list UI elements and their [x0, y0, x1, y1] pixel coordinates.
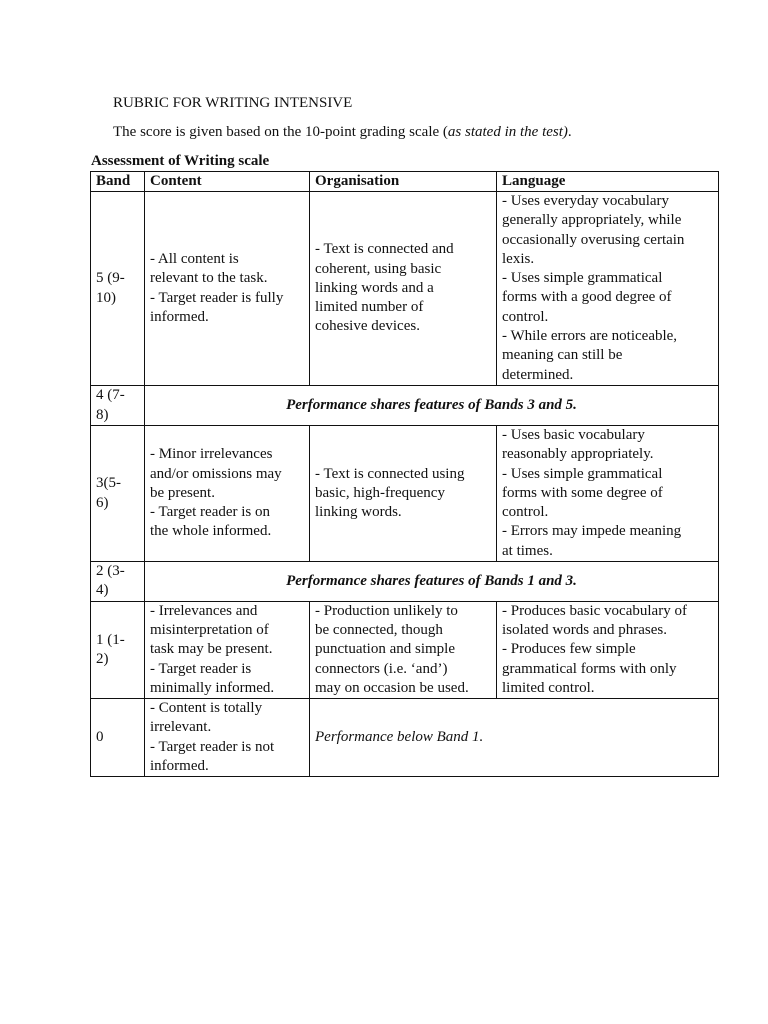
cell-text-line: - Target reader is on	[150, 504, 271, 521]
table-row-band-4	[91, 386, 719, 426]
band-label-line: 5 (9-	[96, 270, 125, 287]
cell-text-line: - Minor irrelevances	[150, 446, 273, 463]
cell-text-line: generally appropriately, while	[502, 212, 682, 229]
shared-features-cell: Performance shares features of Bands 1 and 3.	[145, 562, 719, 602]
cell-text-line: may on occasion be used.	[315, 679, 469, 696]
cell-text-line: linking words.	[315, 504, 402, 521]
intro-text: The score is given based on the 10-point grading scale (	[113, 124, 448, 140]
band-label-line: 0	[96, 729, 104, 746]
cell-text-line: grammatical forms with only	[502, 660, 677, 677]
cell-text-line: - Uses everyday vocabulary	[502, 193, 670, 209]
band-label-line: 2)	[96, 650, 109, 667]
band-cell	[91, 562, 145, 602]
cell-text-line: linking words and a	[315, 279, 434, 296]
band-label-line: 2 (3-	[96, 563, 125, 580]
cell-text-line: - Produces basic vocabulary of	[502, 602, 687, 619]
organisation-cell	[310, 192, 497, 386]
cell-text-line: determined.	[502, 366, 574, 383]
band-cell	[91, 699, 145, 777]
cell-text-line: coherent, using basic	[315, 260, 442, 277]
cell-text-line: cohesive devices.	[315, 318, 420, 335]
cell-text-line: forms with some degree of	[502, 484, 663, 501]
cell-text-line: - Target reader is not	[150, 738, 275, 755]
table-caption: Assessment of Writing scale	[91, 153, 270, 169]
band-cell	[91, 386, 145, 426]
cell-text-line: punctuation and simple	[315, 641, 455, 658]
band-label-line: 1 (1-	[96, 631, 125, 648]
band-cell	[91, 601, 145, 698]
rubric-table	[90, 171, 719, 777]
table-header-row	[91, 172, 719, 192]
cell-text-line: minimally informed.	[150, 679, 275, 696]
cell-text-line: - All content is	[150, 250, 239, 267]
cell-text-line: - Text is connected and	[315, 241, 454, 258]
cell-text-line: - Irrelevances and	[150, 602, 258, 619]
cell-text-line: - Uses simple grammatical	[502, 270, 663, 287]
intro-end: .	[567, 124, 572, 140]
band-cell	[91, 192, 145, 386]
header-language: Language	[497, 172, 719, 192]
intro-paragraph	[113, 123, 572, 141]
table-row-band-1	[91, 601, 719, 698]
cell-text-line: - Errors may impede meaning	[502, 523, 682, 540]
content-cell	[145, 601, 310, 698]
shared-features-cell: Performance shares features of Bands 3 and 5.	[145, 386, 719, 426]
band-label-line: 8)	[96, 406, 109, 423]
header-organisation: Organisation	[310, 172, 497, 192]
cell-text-line: isolated words and phrases.	[502, 621, 667, 638]
cell-text-line: - Production unlikely to	[315, 602, 458, 619]
cell-text-line: lexis.	[502, 250, 535, 267]
cell-text-line: - Target reader is fully	[150, 289, 284, 306]
band-label-line: 4)	[96, 582, 109, 599]
cell-text-line: be present.	[150, 484, 215, 501]
band-label-line: 6)	[96, 494, 109, 511]
band-label-line: 10)	[96, 289, 116, 306]
table-row-band-5	[91, 192, 719, 386]
cell-text-line: - While errors are noticeable,	[502, 328, 678, 345]
cell-text-line: reasonably appropriately.	[502, 446, 654, 463]
table-row-band-2	[91, 562, 719, 602]
cell-text-line: informed.	[150, 758, 209, 775]
cell-text-line: - Produces few simple	[502, 641, 636, 658]
cell-text-line: informed.	[150, 308, 209, 325]
cell-text-line: meaning can still be	[502, 347, 623, 364]
document-heading: RUBRIC FOR WRITING INTENSIVE	[113, 95, 353, 111]
table-row-band-0	[91, 699, 719, 777]
cell-text-line: - Uses basic vocabulary	[502, 427, 645, 443]
content-cell	[145, 192, 310, 386]
performance-below-cell: Performance below Band 1.	[310, 699, 719, 777]
cell-text-line: connectors (i.e. ‘and’)	[315, 660, 448, 677]
band-label-line: 3(5-	[96, 475, 121, 492]
cell-text-line: - Uses simple grammatical	[502, 465, 663, 482]
cell-text-line: relevant to the task.	[150, 270, 268, 287]
cell-text-line: task may be present.	[150, 641, 273, 658]
cell-text-line: misinterpretation of	[150, 621, 269, 638]
header-content: Content	[145, 172, 310, 192]
cell-text-line: occasionally overusing certain	[502, 231, 685, 248]
cell-text-line: basic, high-frequency	[315, 484, 445, 501]
band-cell	[91, 426, 145, 562]
cell-text-line: limited number of	[315, 299, 424, 316]
organisation-cell	[310, 601, 497, 698]
language-cell	[497, 601, 719, 698]
cell-text-line: - Content is totally	[150, 700, 263, 717]
cell-text-line: forms with a good degree of	[502, 289, 672, 306]
organisation-cell	[310, 426, 497, 562]
cell-text-line: limited control.	[502, 679, 595, 696]
header-band: Band	[91, 172, 145, 192]
cell-text-line: - Text is connected using	[315, 465, 465, 482]
intro-italic-text: as stated in the test)	[447, 124, 568, 140]
table-row-band-3	[91, 426, 719, 562]
cell-text-line: control.	[502, 308, 549, 325]
cell-text-line: and/or omissions may	[150, 465, 282, 482]
language-cell	[497, 426, 719, 562]
language-cell	[497, 192, 719, 386]
cell-text-line: be connected, though	[315, 621, 443, 638]
band-label-line: 4 (7-	[96, 387, 125, 404]
cell-text-line: - Target reader is	[150, 660, 252, 677]
cell-text-line: at times.	[502, 542, 553, 559]
cell-text-line: control.	[502, 504, 549, 521]
cell-text-line: irrelevant.	[150, 719, 212, 736]
cell-text-line: the whole informed.	[150, 523, 272, 540]
content-cell	[145, 699, 310, 777]
content-cell	[145, 426, 310, 562]
